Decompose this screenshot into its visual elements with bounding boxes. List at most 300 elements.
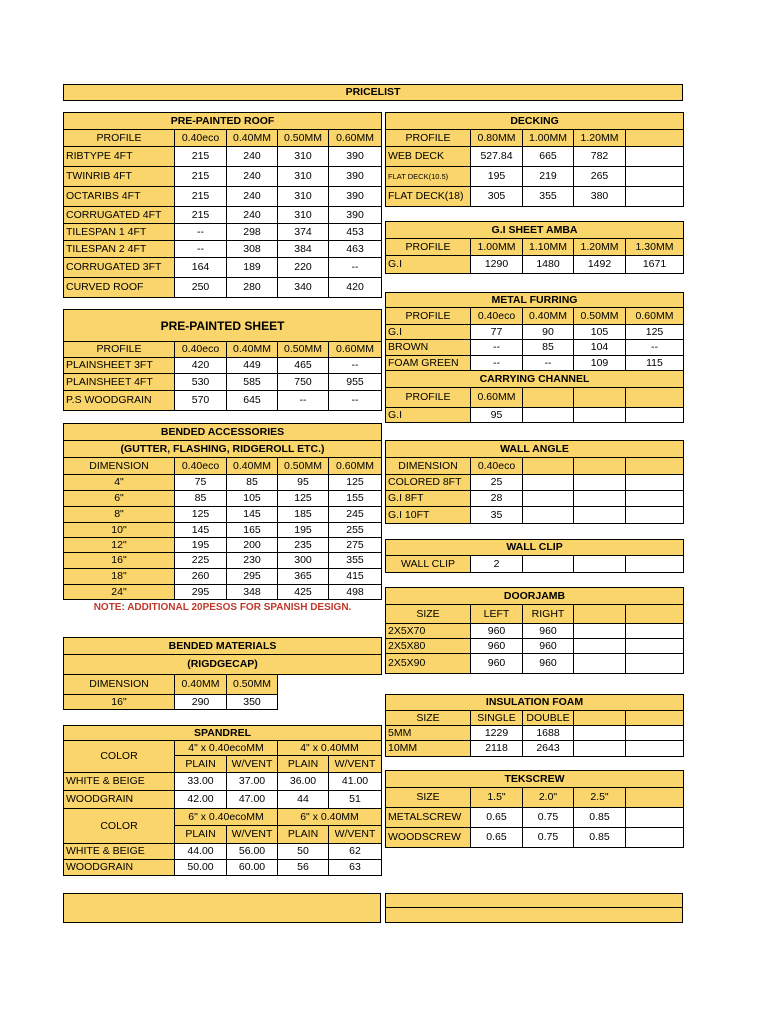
column-header: RIGHT	[523, 605, 574, 624]
column-header: 0.60MM	[626, 308, 684, 325]
price-cell: 255	[329, 523, 382, 538]
price-cell: 51	[329, 791, 382, 809]
section-title: PRE-PAINTED SHEET	[64, 310, 382, 342]
table-row	[386, 639, 684, 654]
price-cell: 240	[227, 207, 278, 224]
column-header: SIZE	[386, 711, 471, 726]
section-title: G.I SHEET AMBA	[386, 222, 684, 239]
section-title: BENDED ACCESSORIES	[64, 424, 382, 441]
price-cell: 95	[471, 408, 523, 423]
price-cell: 0.85	[574, 828, 626, 848]
price-cell: 115	[626, 356, 684, 371]
size-group-header: 4" x 0.40ecoMM	[175, 741, 278, 756]
price-cell: 960	[471, 639, 523, 654]
price-cell	[523, 556, 574, 573]
column-header: 0.60MM	[329, 458, 382, 475]
price-cell: 960	[471, 654, 523, 674]
price-cell: 245	[329, 507, 382, 523]
column-header	[626, 130, 684, 147]
price-cell: --	[471, 340, 523, 356]
price-cell: 0.65	[471, 808, 523, 828]
table-row	[64, 695, 382, 710]
price-cell	[626, 491, 684, 507]
column-header: 1.00MM	[471, 239, 523, 256]
price-cell: 390	[329, 147, 382, 167]
price-cell: 420	[175, 358, 227, 374]
price-cell	[626, 624, 684, 639]
column-header	[574, 605, 626, 624]
section-subtitle: (RIGDGECAP)	[64, 655, 382, 675]
table-row	[64, 491, 382, 507]
price-cell: 195	[278, 523, 329, 538]
column-header: 0.40MM	[175, 675, 227, 695]
column-header	[574, 458, 626, 475]
price-cell	[574, 408, 626, 423]
section-title: INSULATION FOAM	[386, 695, 684, 711]
price-cell	[626, 726, 684, 741]
price-cell: 2118	[471, 741, 523, 757]
row-label: TILESPAN 1 4FT	[64, 224, 175, 241]
price-cell: 295	[227, 569, 278, 585]
price-cell: 77	[471, 325, 523, 340]
section-title: METAL FURRING	[386, 293, 684, 308]
column-header	[523, 388, 574, 408]
wall-clip-table	[385, 539, 684, 573]
price-cell: 164	[175, 258, 227, 278]
column-header	[626, 605, 684, 624]
table-row	[64, 523, 382, 538]
price-cell: 295	[175, 585, 227, 600]
price-cell	[626, 408, 684, 423]
price-cell: 240	[227, 167, 278, 187]
table-row	[64, 207, 382, 224]
column-header: 0.50MM	[574, 308, 626, 325]
column-header	[523, 458, 574, 475]
price-cell: 355	[523, 187, 574, 207]
price-cell: 260	[175, 569, 227, 585]
column-header: PLAIN	[278, 756, 329, 773]
column-header: 0.40MM	[227, 130, 278, 147]
row-label: 6"	[64, 491, 175, 507]
price-cell: 145	[175, 523, 227, 538]
table-row	[64, 860, 382, 876]
table-row	[64, 585, 382, 600]
price-cell: 1290	[471, 256, 523, 274]
row-label: 2X5X70	[386, 624, 471, 639]
price-cell: 350	[227, 695, 278, 710]
price-cell: 2	[471, 556, 523, 573]
price-cell	[574, 624, 626, 639]
price-cell: 50.00	[175, 860, 227, 876]
column-header: PROFILE	[386, 308, 471, 325]
price-cell: 56	[278, 860, 329, 876]
section-title: PRE-PAINTED ROOF	[64, 113, 382, 130]
price-cell: 527.84	[471, 147, 523, 167]
section-title: WALL ANGLE	[386, 441, 684, 458]
price-cell	[626, 167, 684, 187]
row-label: CORRUGATED 3FT	[64, 258, 175, 278]
column-header: 0.50MM	[278, 342, 329, 358]
price-cell: 340	[278, 278, 329, 298]
table-row	[64, 569, 382, 585]
column-header: 0.40eco	[175, 342, 227, 358]
price-cell	[626, 507, 684, 524]
price-cell: 250	[175, 278, 227, 298]
price-cell: 308	[227, 241, 278, 258]
price-cell: --	[175, 224, 227, 241]
table-row	[64, 374, 382, 391]
size-group-header: 4" x 0.40MM	[278, 741, 382, 756]
price-cell: 189	[227, 258, 278, 278]
row-label: BROWN	[386, 340, 471, 356]
column-header: 0.40MM	[227, 458, 278, 475]
table-row	[386, 408, 684, 423]
price-cell	[523, 408, 574, 423]
price-cell: 240	[227, 147, 278, 167]
price-cell: 47.00	[227, 791, 278, 809]
price-cell: 104	[574, 340, 626, 356]
section-title: SPANDREL	[64, 726, 382, 741]
price-cell: 585	[227, 374, 278, 391]
price-cell: --	[329, 358, 382, 374]
table-row	[64, 475, 382, 491]
price-cell	[626, 741, 684, 757]
row-label: RIBTYPE 4FT	[64, 147, 175, 167]
price-cell: 570	[175, 391, 227, 411]
price-cell: --	[278, 391, 329, 411]
row-label: 24"	[64, 585, 175, 600]
price-cell	[574, 475, 626, 491]
price-cell: 305	[471, 187, 523, 207]
column-header: SINGLE	[471, 711, 523, 726]
column-header: PROFILE	[386, 130, 471, 147]
table-row	[64, 147, 382, 167]
price-cell: 125	[175, 507, 227, 523]
price-cell: 105	[227, 491, 278, 507]
price-cell	[574, 556, 626, 573]
price-cell: 390	[329, 187, 382, 207]
price-cell	[626, 147, 684, 167]
column-header: 1.10MM	[523, 239, 574, 256]
price-cell: 1688	[523, 726, 574, 741]
column-header: 0.60MM	[471, 388, 523, 408]
row-label: 2X5X90	[386, 654, 471, 674]
price-cell	[626, 828, 684, 848]
price-cell: 125	[626, 325, 684, 340]
price-cell: 200	[227, 538, 278, 553]
row-label: G.I	[386, 256, 471, 274]
table-row	[386, 475, 684, 491]
price-cell: 37.00	[227, 773, 278, 791]
price-cell: 195	[471, 167, 523, 187]
price-cell: 0.75	[523, 808, 574, 828]
price-cell: 665	[523, 147, 574, 167]
price-cell: 42.00	[175, 791, 227, 809]
price-cell: 195	[175, 538, 227, 553]
price-cell: 425	[278, 585, 329, 600]
column-header: 1.00MM	[523, 130, 574, 147]
row-label: FLAT DECK(18)	[386, 187, 471, 207]
price-cell	[574, 491, 626, 507]
section-title: BENDED MATERIALS	[64, 638, 382, 655]
row-label: CURVED ROOF	[64, 278, 175, 298]
row-label: P.S WOODGRAIN	[64, 391, 175, 411]
section-title: DOORJAMB	[386, 588, 684, 605]
price-cell: 63	[329, 860, 382, 876]
pricelist-title-bar	[63, 84, 683, 101]
column-header: 0.40eco	[175, 130, 227, 147]
row-label: G.I 10FT	[386, 507, 471, 524]
price-cell: 56.00	[227, 844, 278, 860]
column-header: 0.40eco	[471, 458, 523, 475]
table-row	[386, 167, 684, 187]
price-cell: 28	[471, 491, 523, 507]
price-cell: 240	[227, 187, 278, 207]
column-header: W/VENT	[329, 756, 382, 773]
price-cell: 85	[227, 475, 278, 491]
price-cell: 85	[523, 340, 574, 356]
doorjamb-table	[385, 587, 684, 674]
row-label: CORRUGATED 4FT	[64, 207, 175, 224]
bended-accessories-table	[63, 423, 382, 617]
row-label: G.I	[386, 408, 471, 423]
column-header: 2.5"	[574, 788, 626, 808]
price-cell: 0.75	[523, 828, 574, 848]
column-header	[626, 388, 684, 408]
row-label: WALL CLIP	[386, 556, 471, 573]
column-header: PROFILE	[386, 239, 471, 256]
price-cell: 750	[278, 374, 329, 391]
pricelist-title: PRICELIST	[64, 85, 683, 101]
price-cell: 298	[227, 224, 278, 241]
table-row	[64, 187, 382, 207]
size-group-header: 6" x 0.40ecoMM	[175, 809, 278, 826]
column-header: 0.60MM	[329, 342, 382, 358]
column-header: 0.50MM	[278, 458, 329, 475]
table-row	[386, 808, 684, 828]
price-cell: 449	[227, 358, 278, 374]
price-cell: 225	[175, 553, 227, 569]
price-cell: 390	[329, 167, 382, 187]
table-row	[64, 167, 382, 187]
table-row	[64, 224, 382, 241]
row-label: G.I 8FT	[386, 491, 471, 507]
column-header	[574, 388, 626, 408]
price-cell: 36.00	[278, 773, 329, 791]
row-label: WEB DECK	[386, 147, 471, 167]
row-label: OCTARIBS 4FT	[64, 187, 175, 207]
price-cell: 280	[227, 278, 278, 298]
row-label: G.I	[386, 325, 471, 340]
table-row	[64, 773, 382, 791]
column-header: 0.50MM	[278, 130, 329, 147]
price-cell: 782	[574, 147, 626, 167]
row-label: PLAINSHEET 4FT	[64, 374, 175, 391]
column-header	[626, 711, 684, 726]
price-cell	[574, 507, 626, 524]
column-header: DIMENSION	[64, 458, 175, 475]
spanish-design-note: NOTE: ADDITIONAL 20PESOS FOR SPANISH DESIGN.	[93, 602, 352, 614]
column-header: LEFT	[471, 605, 523, 624]
column-header: PROFILE	[64, 130, 175, 147]
row-label: 5MM	[386, 726, 471, 741]
row-label: METALSCREW	[386, 808, 471, 828]
section-subtitle: (GUTTER, FLASHING, RIDGEROLL ETC.)	[64, 441, 382, 458]
column-header: 0.40MM	[523, 308, 574, 325]
price-cell	[574, 741, 626, 757]
price-cell: 85	[175, 491, 227, 507]
price-cell: 355	[329, 553, 382, 569]
price-cell: 960	[523, 654, 574, 674]
table-row	[386, 741, 684, 757]
row-label: WOODSCREW	[386, 828, 471, 848]
column-header: W/VENT	[329, 826, 382, 844]
section-title: CARRYING CHANNEL	[386, 371, 684, 388]
table-row	[386, 147, 684, 167]
price-cell: 645	[227, 391, 278, 411]
price-cell: 25	[471, 475, 523, 491]
price-cell: 2643	[523, 741, 574, 757]
divider	[386, 907, 682, 908]
bended-materials-table	[63, 637, 382, 710]
price-cell: 960	[523, 639, 574, 654]
row-label: TWINRIB 4FT	[64, 167, 175, 187]
price-cell: 390	[329, 207, 382, 224]
price-cell: 95	[278, 475, 329, 491]
price-cell: 155	[329, 491, 382, 507]
price-cell	[626, 654, 684, 674]
column-header: 0.60MM	[329, 130, 382, 147]
row-label: FLAT DECK(10.5)	[386, 167, 471, 187]
row-label: 10"	[64, 523, 175, 538]
table-row	[64, 258, 382, 278]
column-header: DIMENSION	[64, 675, 175, 695]
column-header: DOUBLE	[523, 711, 574, 726]
price-cell	[523, 491, 574, 507]
price-cell	[626, 808, 684, 828]
table-row	[386, 624, 684, 639]
column-header: 1.20MM	[574, 239, 626, 256]
blank-cell	[278, 675, 382, 695]
price-cell: 374	[278, 224, 329, 241]
table-row	[386, 726, 684, 741]
section-title: DECKING	[386, 113, 684, 130]
table-row	[64, 241, 382, 258]
row-label: 10MM	[386, 741, 471, 757]
table-row	[386, 256, 684, 274]
row-label: WHITE & BEIGE	[64, 773, 175, 791]
table-row	[386, 325, 684, 340]
price-cell: 44	[278, 791, 329, 809]
column-header: PROFILE	[386, 388, 471, 408]
row-label: 2X5X80	[386, 639, 471, 654]
price-cell: 235	[278, 538, 329, 553]
price-cell: 1480	[523, 256, 574, 274]
price-cell: 0.65	[471, 828, 523, 848]
price-cell: 0.85	[574, 808, 626, 828]
table-row	[64, 391, 382, 411]
price-cell: 50	[278, 844, 329, 860]
insulation-foam-table	[385, 694, 684, 757]
prepainted-roof-table	[63, 112, 382, 298]
price-cell: 145	[227, 507, 278, 523]
gi-sheet-table	[385, 221, 684, 274]
spandrel-table	[63, 725, 382, 876]
price-cell: 275	[329, 538, 382, 553]
column-header: W/VENT	[227, 756, 278, 773]
price-cell: 215	[175, 147, 227, 167]
size-group-header: 6" x 0.40MM	[278, 809, 382, 826]
price-cell: 1492	[574, 256, 626, 274]
price-cell: 463	[329, 241, 382, 258]
price-cell: 960	[523, 624, 574, 639]
price-cell: 215	[175, 187, 227, 207]
price-cell: 44.00	[175, 844, 227, 860]
price-cell	[626, 187, 684, 207]
price-cell	[626, 556, 684, 573]
row-label: 8"	[64, 507, 175, 523]
table-row	[386, 507, 684, 524]
price-cell: 415	[329, 569, 382, 585]
price-cell	[574, 726, 626, 741]
price-cell: 310	[278, 187, 329, 207]
table-row	[386, 340, 684, 356]
column-header: 0.80MM	[471, 130, 523, 147]
blank-footer-box-left	[63, 893, 381, 923]
price-cell: 215	[175, 207, 227, 224]
wall-angle-table	[385, 440, 684, 524]
price-cell: 453	[329, 224, 382, 241]
price-cell: 265	[574, 167, 626, 187]
tekscrew-table	[385, 770, 684, 848]
blank-footer-box-right	[385, 893, 683, 923]
price-cell: 165	[227, 523, 278, 538]
price-cell: 90	[523, 325, 574, 340]
column-header: 2.0"	[523, 788, 574, 808]
price-cell: 125	[278, 491, 329, 507]
section-title: WALL CLIP	[386, 540, 684, 556]
price-cell: 1229	[471, 726, 523, 741]
price-cell: 75	[175, 475, 227, 491]
row-label: 18"	[64, 569, 175, 585]
color-header: COLOR	[64, 809, 175, 844]
table-row	[64, 844, 382, 860]
price-cell: --	[329, 391, 382, 411]
price-cell: --	[175, 241, 227, 258]
price-cell: 310	[278, 147, 329, 167]
column-header	[626, 458, 684, 475]
column-header: W/VENT	[227, 826, 278, 844]
row-label: 4"	[64, 475, 175, 491]
price-cell	[574, 639, 626, 654]
price-cell: 955	[329, 374, 382, 391]
table-row	[64, 358, 382, 374]
table-row	[386, 828, 684, 848]
price-cell: --	[626, 340, 684, 356]
column-header	[626, 788, 684, 808]
price-cell: 310	[278, 167, 329, 187]
table-row	[64, 278, 382, 298]
column-header: PLAIN	[175, 756, 227, 773]
blank-cell	[278, 695, 382, 710]
column-header: DIMENSION	[386, 458, 471, 475]
table-row	[64, 538, 382, 553]
table-row	[386, 556, 684, 573]
prepainted-sheet-table	[63, 309, 382, 411]
price-cell: 960	[471, 624, 523, 639]
row-label: PLAINSHEET 3FT	[64, 358, 175, 374]
column-header: 1.30MM	[626, 239, 684, 256]
